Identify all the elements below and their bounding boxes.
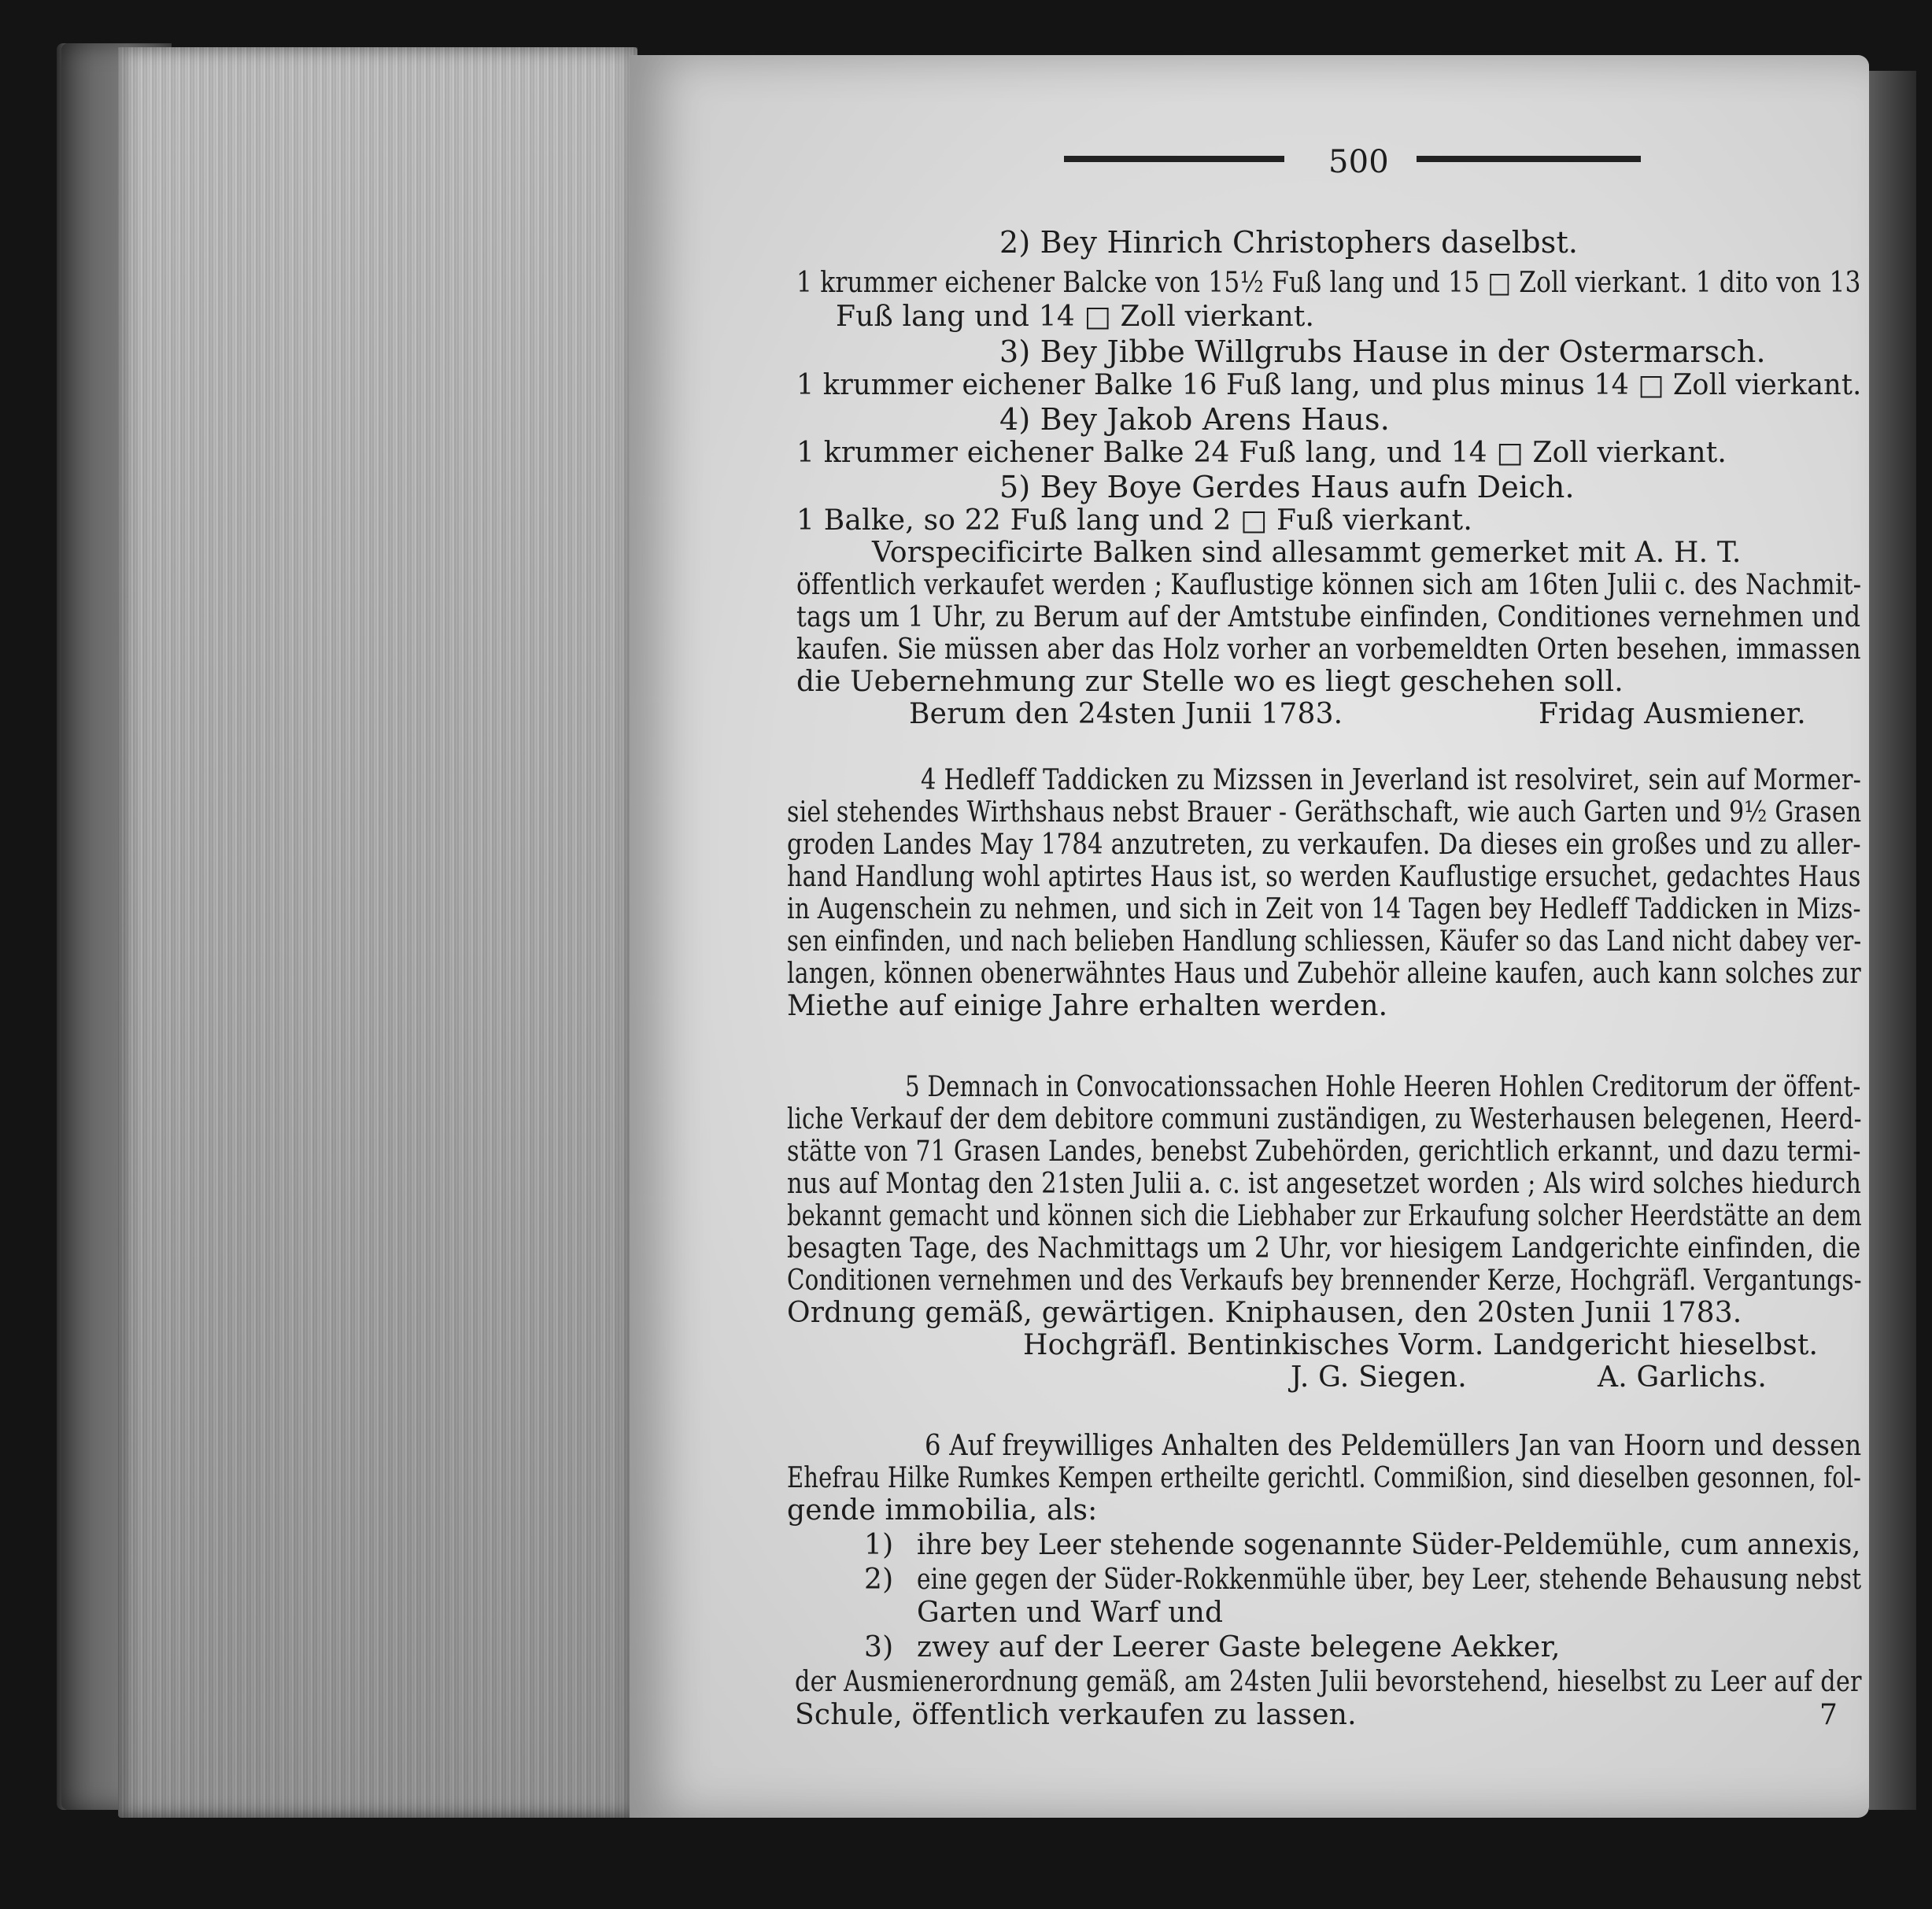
line: sen einfinden, und nach belieben Handlung schliessen, Käufer so das Land nicht dabey ver- xyxy=(787,925,1862,958)
line: Miethe auf einige Jahre erhalten werden. xyxy=(787,990,1388,1022)
page-number: 500 xyxy=(1328,144,1389,180)
line: Ordnung gemäß, gewärtigen. Kniphausen, den 20sten Junii 1783. xyxy=(787,1297,1742,1329)
line: groden Landes May 1784 anzutreten, zu verkaufen. Da dieses ein großes und zu aller- xyxy=(787,829,1861,861)
line: 1 krummer eichener Balke 24 Fuß lang, und 14 □ Zoll vierkant. xyxy=(796,437,1727,469)
line: besagten Tage, des Nachmittags um 2 Uhr, vor hiesigem Landgerichte einfinden, die xyxy=(787,1232,1861,1265)
line: Vorspecificirte Balken sind allesammt gemerket mit A. H. T. xyxy=(872,537,1742,569)
heading-5: 5) Bey Boye Gerdes Haus aufn Deich. xyxy=(999,470,1575,504)
line: Fuß lang und 14 □ Zoll vierkant. xyxy=(836,301,1315,333)
header-rule-right xyxy=(1417,156,1641,161)
line: kaufen. Sie müssen aber das Holz vorher an vorbemeldten Orten besehen, immassen xyxy=(796,633,1861,666)
line: 1 krummer eichener Balke 16 Fuß lang, und plus minus 14 □ Zoll vierkant. xyxy=(796,369,1862,401)
line: Schule, öffentlich verkaufen zu lassen. xyxy=(795,1699,1357,1731)
signature-name: Fridag Ausmiener. xyxy=(1539,698,1806,730)
line: der Ausmienerordnung gemäß, am 24sten Julii bevorstehend, hieselbst zu Leer auf der xyxy=(795,1666,1862,1698)
page-gutter-shadow xyxy=(1869,71,1916,1810)
line: langen, können obenerwähntes Haus und Zubehör alleine kaufen, auch kann solches zur xyxy=(787,958,1861,990)
catchword: 7 xyxy=(1819,1699,1838,1731)
heading-4: 4) Bey Jakob Arens Haus. xyxy=(999,402,1391,437)
header-rule-left xyxy=(1064,156,1284,161)
heading-3: 3) Bey Jibbe Willgrubs Hause in der Ostermarsch. xyxy=(999,334,1766,369)
page-block-edges xyxy=(118,47,637,1818)
line: 5 Demnach in Convocationssachen Hohle Heeren Hohlen Creditorum der öffent- xyxy=(905,1071,1861,1103)
line: in Augenschein zu nehmen, und sich in Zeit von 14 Tagen bey Hedleff Taddicken in Mizs- xyxy=(787,893,1861,925)
line: Ehefrau Hilke Rumkes Kempen ertheilte gerichtl. Commißion, sind dieselben gesonnen, fol- xyxy=(787,1462,1862,1494)
item-text: ihre bey Leer stehende sogenannte Süder-Peldemühle, cum annexis, xyxy=(917,1529,1861,1561)
line: 4 Hedleff Taddicken zu Mizssen in Jeverland ist resolviret, sein auf Mormer- xyxy=(921,764,1862,796)
line: hand Handlung wohl aptirtes Haus ist, so werden Kauflustige ersuchet, gedachtes Haus xyxy=(787,861,1861,893)
line: 1 Balke, so 22 Fuß lang und 2 □ Fuß vierkant. xyxy=(796,504,1472,537)
item-text: zwey auf der Leerer Gaste belegene Aekker, xyxy=(917,1631,1561,1663)
court-name: Hochgräfl. Bentinkisches Vorm. Landgericht hieselbst. xyxy=(1023,1329,1819,1361)
heading-2: 2) Bey Hinrich Christophers daselbst. xyxy=(999,225,1579,260)
line: bekannt gemacht und können sich die Liebhaber zur Erkaufung solcher Heerdstätte an dem xyxy=(787,1200,1862,1232)
signature-2: A. Garlichs. xyxy=(1598,1361,1768,1394)
item-text: eine gegen der Süder-Rokkenmühle über, bey Leer, stehende Behausung nebst xyxy=(917,1564,1862,1596)
line: gende immobilia, als: xyxy=(787,1494,1098,1527)
line: nus auf Montag den 21sten Julii a. c. ist angesetzet worden ; Als wird solches hiedurch xyxy=(787,1168,1862,1200)
signature-1: J. G. Siegen. xyxy=(1291,1361,1467,1394)
line: öffentlich verkaufet werden ; Kauflustige können sich am 16ten Julii c. des Nachmit- xyxy=(796,569,1862,601)
item-number: 2) xyxy=(864,1564,894,1596)
item-number: 1) xyxy=(864,1529,894,1561)
line: tags um 1 Uhr, zu Berum auf der Amtstube einfinden, Conditiones vernehmen und xyxy=(796,601,1861,633)
item-text: Garten und Warf und xyxy=(917,1597,1224,1629)
line: 6 Auf freywilliges Anhalten des Peldemüllers Jan van Hoorn und dessen xyxy=(925,1430,1862,1462)
line: die Uebernehmung zur Stelle wo es liegt geschehen soll. xyxy=(796,666,1624,698)
line: siel stehendes Wirthshaus nebst Brauer - Geräthschaft, wie auch Garten und 9½ Grasen xyxy=(787,796,1862,829)
line: 1 krummer eichener Balcke von 15½ Fuß lang und 15 □ Zoll vierkant. 1 dito von 13 xyxy=(796,267,1861,299)
line: stätte von 71 Grasen Landes, benebst Zubehörden, gerichtlich erkannt, und dazu termi- xyxy=(787,1135,1861,1168)
line: liche Verkauf der dem debitore communi zuständigen, zu Westerhausen belegenen, Heerd- xyxy=(787,1103,1862,1135)
item-number: 3) xyxy=(864,1631,894,1663)
signature-place-date: Berum den 24sten Junii 1783. xyxy=(909,698,1343,730)
line: Conditionen vernehmen und des Verkaufs bey brennender Kerze, Hochgräfl. Vergantungs- xyxy=(787,1265,1862,1297)
